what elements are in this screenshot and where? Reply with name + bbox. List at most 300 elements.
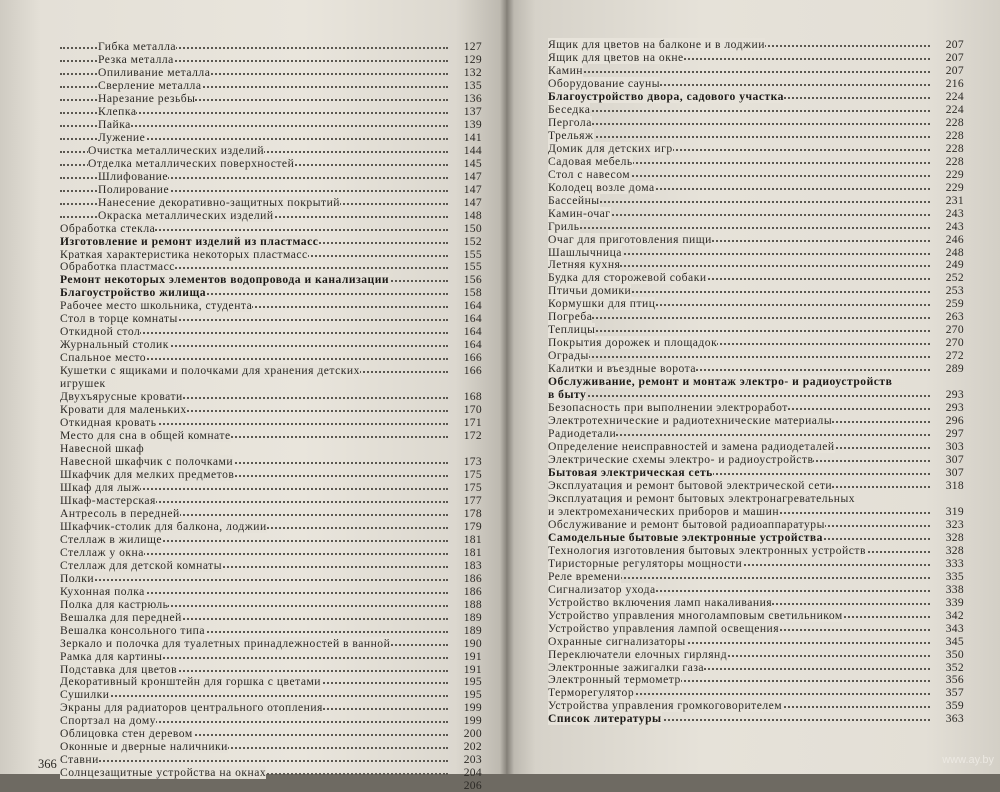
toc-entry-page: 200 <box>463 727 482 741</box>
toc-entry-page: 171 <box>463 416 482 430</box>
toc-entry-title <box>548 77 664 90</box>
toc-entry-text: Сверление металла <box>98 78 202 92</box>
toc-entry <box>548 583 964 596</box>
toc-entry <box>548 90 964 103</box>
toc-entry <box>60 222 482 235</box>
toc-entry-page: 296 <box>945 414 964 428</box>
toc-entry <box>548 258 964 271</box>
toc-entry-title <box>548 336 721 349</box>
toc-entry-page: 352 <box>945 660 964 674</box>
toc-entry-title <box>548 90 788 103</box>
toc-entry-text: Подставка для цветов <box>60 662 178 676</box>
toc-entry-title <box>548 505 783 518</box>
toc-entry <box>548 635 964 648</box>
toc-entry-text: Полирование <box>98 182 170 196</box>
toc-entry-page: 207 <box>945 63 964 77</box>
toc-entry-page: 144 <box>463 143 482 157</box>
toc-entry-page: 204 <box>463 766 482 780</box>
toc-entry-page: 342 <box>945 608 964 622</box>
toc-entry-page: 147 <box>463 169 482 183</box>
toc-entry <box>548 609 964 622</box>
toc-entry <box>60 196 482 209</box>
toc-entry-page: 248 <box>945 245 964 259</box>
dot-leader <box>548 123 930 125</box>
toc-entry-title <box>548 297 659 310</box>
toc-entry <box>60 663 482 676</box>
toc-entry-title <box>548 38 769 51</box>
toc-entry-text: Кухонная полка <box>60 584 145 598</box>
toc-entry-text: Двухъярусные кровати <box>60 390 183 404</box>
toc-entry-text: Радиодетали <box>548 427 617 441</box>
toc-entry-title <box>548 699 786 712</box>
toc-entry-page: 224 <box>945 102 964 116</box>
toc-entry-title <box>548 492 859 505</box>
toc-entry-page: 345 <box>945 634 964 648</box>
toc-entry <box>548 492 964 505</box>
toc-entry-page: 202 <box>463 740 482 754</box>
toc-entry-text: Очистка металлических изделий <box>88 143 265 157</box>
toc-entry <box>548 440 964 453</box>
toc-entry <box>60 416 482 429</box>
toc-entry-text: Стол с навесом <box>548 167 631 181</box>
toc-entry <box>548 712 964 725</box>
toc-entry <box>548 142 964 155</box>
toc-entry-title <box>60 66 214 79</box>
toc-entry-page: 303 <box>945 440 964 454</box>
toc-entry-title <box>548 453 817 466</box>
toc-entry-text: Оконные и дверные наличники <box>60 740 228 754</box>
toc-entry <box>60 183 482 196</box>
toc-entry <box>60 79 482 92</box>
toc-entry-page: 195 <box>463 688 482 702</box>
toc-entry-text: Обслуживание и ремонт бытовой радиоаппаратуры <box>548 517 825 531</box>
right-page <box>506 0 1000 774</box>
toc-entry-text: Обслуживание, ремонт и монтаж электро- и радиоустройств <box>548 375 893 389</box>
toc-entry-title <box>60 53 178 66</box>
toc-entry-title <box>548 284 635 297</box>
toc-entry-text: Реле времени <box>548 569 621 583</box>
toc-entry <box>548 427 964 440</box>
toc-entry-text: Экраны для радиаторов центрального отопления <box>60 701 323 715</box>
toc-entry <box>548 544 964 557</box>
toc-entry-text: Гибка металла <box>98 40 177 53</box>
toc-entry-title <box>60 260 179 273</box>
toc-entry-text: Гриль <box>548 219 580 233</box>
toc-entry <box>548 181 964 194</box>
toc-entry-page: 343 <box>945 621 964 635</box>
toc-entry-text: в быту <box>548 388 587 402</box>
toc-entry-text: Охранные сигнализаторы <box>548 634 686 648</box>
toc-entry-text: Навесной шкаф <box>60 442 145 456</box>
toc-entry-title <box>548 596 776 609</box>
toc-entry-title <box>548 246 626 259</box>
toc-entry-title <box>60 416 161 429</box>
toc-entry-title <box>60 675 325 688</box>
toc-entry <box>548 362 964 375</box>
toc-entry-text: Зеркало и полочка для туалетных принадлежностей в ванной <box>60 636 391 650</box>
toc-entry-page: 164 <box>463 325 482 339</box>
toc-entry-page: 186 <box>463 571 482 585</box>
toc-entry-title <box>548 388 590 401</box>
toc-entry-text: Ящик для цветов на балконе и в лоджии <box>548 38 765 51</box>
dot-leader <box>548 71 930 73</box>
toc-entry-page: 328 <box>945 543 964 557</box>
toc-entry-text: Лужение <box>98 130 146 144</box>
toc-entry-text: Самодельные бытовые электронные устройства <box>548 530 823 544</box>
toc-entry-page: 270 <box>945 336 964 350</box>
toc-entry-text: Колодец возле дома <box>548 180 655 194</box>
toc-entry-title <box>548 258 624 271</box>
toc-entry-text: Эксплуатация и ремонт бытовых электронагревательных <box>548 491 856 505</box>
toc-entry-text: Устройство включения ламп накаливания <box>548 595 773 609</box>
toc-entry-page: 191 <box>463 662 482 676</box>
toc-entry <box>60 377 482 390</box>
toc-entry <box>548 103 964 116</box>
toc-entry-text: Теплицы <box>548 323 596 337</box>
toc-entry-page: 307 <box>945 453 964 466</box>
dot-leader <box>60 760 448 762</box>
toc-entry-page: 172 <box>463 429 482 443</box>
toc-entry-text: Будка для сторожевой собаки <box>548 271 707 285</box>
dot-leader <box>60 579 448 581</box>
toc-entry <box>548 622 964 635</box>
toc-entry-text: Шкаф для лыж <box>60 480 141 494</box>
toc-entry-text: Трельяж <box>548 128 594 142</box>
toc-entry-page: 231 <box>945 193 964 207</box>
toc-entry-page: 323 <box>945 517 964 531</box>
toc-entry-page: 155 <box>463 247 482 261</box>
toc-entry-title <box>548 271 711 284</box>
toc-entry-page: 156 <box>463 273 482 287</box>
toc-entry-title <box>548 349 593 362</box>
toc-entry-title <box>60 494 160 507</box>
toc-entry-page: 259 <box>945 297 964 311</box>
toc-entry-text: Место для сна в общей комнате <box>60 429 231 443</box>
toc-entry-title <box>60 235 322 248</box>
toc-entry <box>548 699 964 712</box>
toc-entry-page: 183 <box>463 558 482 572</box>
toc-entry-title <box>548 129 598 142</box>
toc-entry-text: Шкафчик для мелких предметов <box>60 467 235 481</box>
toc-entry <box>60 598 482 611</box>
toc-entry-page: 289 <box>945 362 964 376</box>
toc-entry <box>548 648 964 661</box>
toc-entry-text: Опиливание металла <box>98 65 211 79</box>
toc-entry-page: 206 <box>463 779 482 792</box>
toc-entry-title <box>60 92 199 105</box>
toc-entry <box>60 53 482 66</box>
toc-entry-title <box>60 286 210 299</box>
toc-entry <box>548 453 964 466</box>
toc-entry-text: Благоустройство жилища <box>60 286 207 300</box>
toc-entry-page: 179 <box>463 519 482 533</box>
toc-entry-text: Шкафчик-столик для балкона, лоджии <box>60 519 267 533</box>
toc-entry-page: 356 <box>945 673 964 687</box>
toc-entry-title <box>60 740 232 753</box>
toc-entry <box>548 64 964 77</box>
toc-entry <box>60 779 482 792</box>
toc-entry-title <box>60 79 205 92</box>
toc-entry-text: Электронные зажигалки газа <box>548 660 705 674</box>
toc-entry-text: Клепка <box>98 104 137 118</box>
toc-entry-text: Оборудование сауны <box>548 76 661 90</box>
toc-entry <box>60 338 482 351</box>
toc-entry <box>60 131 482 144</box>
toc-entry-text: Ящик для цветов на окне <box>548 50 684 64</box>
toc-entry <box>548 505 964 518</box>
toc-entry-title <box>60 559 226 572</box>
toc-entry-title <box>548 168 634 181</box>
toc-entry-page: 307 <box>945 465 964 479</box>
toc-entry-page: 164 <box>463 299 482 313</box>
toc-entry <box>548 673 964 686</box>
toc-entry-title <box>60 105 140 118</box>
toc-entry-text: Откидная кровать <box>60 416 157 430</box>
toc-entry-text: Ставни <box>60 753 99 767</box>
toc-entry-title <box>60 209 278 222</box>
toc-entry-title <box>548 686 638 699</box>
toc-entry-title <box>548 116 596 129</box>
toc-entry <box>60 494 482 507</box>
toc-entry-text: Устройства управления громкоговорителем <box>548 699 783 713</box>
toc-entry <box>60 299 482 312</box>
toc-entry-page: 224 <box>945 89 964 103</box>
toc-entry <box>60 624 482 637</box>
toc-entry-page: 363 <box>945 712 964 726</box>
toc-entry-text: Устройство управления многоламповым светильником <box>548 608 843 622</box>
dot-leader <box>548 330 930 332</box>
toc-entry-title <box>548 103 594 116</box>
toc-entry <box>60 572 482 585</box>
toc-entry-page: 147 <box>463 195 482 209</box>
toc-entry-text: Шкаф-мастерская <box>60 493 156 507</box>
toc-entry-title <box>548 64 587 77</box>
toc-entry-title <box>548 207 615 220</box>
toc-entry-title <box>548 414 836 427</box>
toc-entry-title <box>548 609 847 622</box>
toc-entry-title <box>60 377 110 390</box>
toc-entry-title <box>60 507 184 520</box>
toc-entry-title <box>60 196 344 209</box>
dot-leader <box>548 201 930 203</box>
toc-entry-text: Сигнализатор ухода <box>548 582 656 596</box>
toc-entry <box>548 479 964 492</box>
toc-entry-page: 357 <box>945 686 964 700</box>
toc-entry <box>548 401 964 414</box>
toc-entry-page: 339 <box>945 595 964 609</box>
toc-entry-title <box>548 635 690 648</box>
toc-entry-title <box>60 364 364 377</box>
toc-entry-page: 191 <box>463 649 482 663</box>
toc-entry <box>548 233 964 246</box>
toc-entry-title <box>548 323 599 336</box>
toc-entry-text: Пайка <box>98 117 131 131</box>
toc-entry-text: Обработка пластмасс <box>60 260 175 274</box>
toc-entry-text: Полка для кастрюль <box>60 597 169 611</box>
toc-entry-page: 253 <box>945 284 964 298</box>
toc-entry-page: 181 <box>463 532 482 546</box>
toc-entry-text: Стеллаж у окна <box>60 545 144 559</box>
toc-entry-page: 228 <box>945 141 964 155</box>
toc-entry-page: 158 <box>463 286 482 300</box>
toc-entry-page: 252 <box>945 271 964 285</box>
toc-entry <box>60 235 482 248</box>
toc-entry <box>60 325 482 338</box>
toc-list-right <box>548 38 964 725</box>
toc-entry-page: 139 <box>463 117 482 131</box>
toc-entry-page: 137 <box>463 104 482 118</box>
toc-entry-text: Навесной шкафчик с полочками <box>60 455 234 468</box>
toc-entry-text: Солнцезащитные устройства на окнах <box>60 766 267 780</box>
toc-entry <box>60 611 482 624</box>
toc-entry <box>548 375 964 388</box>
toc-entry-title <box>60 727 197 740</box>
toc-entry-page: 189 <box>463 610 482 624</box>
toc-entry-page: 350 <box>945 647 964 661</box>
toc-entry-text: Птичьи домики <box>548 284 632 298</box>
toc-entry-page: 175 <box>463 467 482 481</box>
toc-entry-page: 199 <box>463 714 482 728</box>
toc-entry-title <box>60 520 271 533</box>
toc-entry-title <box>548 440 839 453</box>
toc-entry <box>548 77 964 90</box>
page-number-left: 366 <box>38 757 57 771</box>
toc-entry-page: 228 <box>945 154 964 168</box>
toc-entry-title <box>60 312 182 325</box>
toc-entry-text: Бытовая электрическая сеть <box>548 465 713 479</box>
toc-entry-page: 141 <box>463 130 482 144</box>
toc-entry-title <box>548 661 708 674</box>
toc-entry <box>60 688 482 701</box>
toc-entry-page: 181 <box>463 545 482 559</box>
toc-entry-text: Определение неисправностей и замена радиодеталей <box>548 440 835 454</box>
toc-entry-text: Шлифование <box>98 169 169 183</box>
toc-entry-text: Ограды <box>548 349 589 363</box>
toc-entry-title <box>60 183 173 196</box>
toc-entry-text: Отделка металлических поверхностей <box>88 156 295 170</box>
toc-entry-page: 173 <box>463 455 482 468</box>
dot-leader <box>60 695 448 697</box>
toc-entry <box>548 336 964 349</box>
toc-entry-text: Кушетки с ящиками и полочками для хранения детских <box>60 364 360 378</box>
toc-entry-title <box>60 611 186 624</box>
toc-entry <box>60 740 482 753</box>
toc-entry-text: Кормушки для птиц <box>548 297 656 311</box>
toc-entry <box>60 533 482 546</box>
toc-entry <box>60 273 482 286</box>
toc-entry-title <box>60 650 166 663</box>
toc-entry-text: игрушек <box>60 377 106 391</box>
watermark: www.ay.by <box>942 754 994 766</box>
toc-entry-text: Благоустройство двора, садового участка <box>548 89 784 103</box>
toc-entry <box>60 701 482 714</box>
toc-entry-text: Очаг для приготовления пищи <box>548 232 712 246</box>
toc-entry <box>60 429 482 442</box>
toc-entry-page: 178 <box>463 506 482 520</box>
toc-entry-page: 199 <box>463 701 482 715</box>
toc-entry-page: 263 <box>945 310 964 324</box>
toc-entry <box>548 686 964 699</box>
toc-entry <box>60 390 482 403</box>
toc-entry-page: 272 <box>945 349 964 363</box>
toc-entry-text: Сушилки <box>60 688 110 702</box>
toc-entry <box>60 118 482 131</box>
toc-entry-page: 177 <box>463 493 482 507</box>
toc-entry-text: Журнальный столик <box>60 338 169 352</box>
toc-entry <box>60 559 482 572</box>
toc-entry-title <box>60 663 181 676</box>
toc-entry-title <box>548 648 731 661</box>
toc-entry <box>60 312 482 325</box>
toc-entry-page: 243 <box>945 206 964 220</box>
toc-entry-text: Вешалка консольного типа <box>60 623 206 637</box>
toc-entry-text: Погреба <box>548 310 593 324</box>
toc-entry <box>548 557 964 570</box>
toc-entry-title <box>60 481 144 494</box>
toc-entry <box>548 596 964 609</box>
toc-entry-title <box>548 673 685 686</box>
toc-entry <box>60 650 482 663</box>
toc-entry-page: 243 <box>945 219 964 233</box>
toc-entry <box>548 194 964 207</box>
toc-entry-text: Антресоль в передней <box>60 506 180 520</box>
toc-entry <box>60 66 482 79</box>
toc-entry-page: 166 <box>463 351 482 365</box>
toc-entry-title <box>60 390 187 403</box>
toc-entry-text: Обработка стекла <box>60 221 156 235</box>
toc-entry <box>548 155 964 168</box>
toc-entry <box>548 388 964 401</box>
toc-entry-text: Безопасность при выполнении электроработ <box>548 401 788 415</box>
toc-entry <box>60 157 482 170</box>
toc-entry-title <box>60 624 209 637</box>
toc-entry-title <box>548 622 783 635</box>
toc-entry-title <box>60 157 298 170</box>
toc-entry-text: Спальное место <box>60 351 147 365</box>
toc-entry-title <box>60 273 393 286</box>
toc-entry-title <box>548 712 666 725</box>
toc-entry-page: 319 <box>945 504 964 518</box>
toc-entry-text: Нанесение декоративно-защитных покрытий <box>98 195 340 209</box>
toc-entry-title <box>60 325 144 338</box>
toc-entry-page: 333 <box>945 556 964 570</box>
toc-entry-page: 148 <box>463 208 482 222</box>
toc-entry-text: Домик для детских игр <box>548 141 673 155</box>
toc-entry-title <box>548 518 829 531</box>
toc-entry <box>548 207 964 220</box>
toc-entry <box>548 116 964 129</box>
toc-entry-title <box>548 181 659 194</box>
toc-entry-title <box>548 155 637 168</box>
toc-entry-page: 129 <box>463 52 482 66</box>
toc-entry-title <box>60 766 270 779</box>
toc-entry-title <box>60 753 103 766</box>
toc-entry-page: 132 <box>463 65 482 79</box>
toc-entry-text: Облицовка стен деревом <box>60 727 193 741</box>
toc-entry-title <box>548 570 625 583</box>
toc-entry-text: Калитки и въездные ворота <box>548 362 696 376</box>
toc-entry-title <box>60 131 149 144</box>
toc-entry-title <box>60 429 235 442</box>
toc-entry-text: Электротехнические и радиотехнические материалы <box>548 414 833 428</box>
toc-entry-text: Окраска металлических изделий <box>98 208 274 222</box>
toc-entry-title <box>60 572 98 585</box>
toc-entry <box>60 546 482 559</box>
toc-entry-page: 249 <box>945 258 964 272</box>
toc-entry-title <box>60 546 148 559</box>
toc-entry-text: Камин-очаг <box>548 206 611 220</box>
toc-entry <box>60 403 482 416</box>
